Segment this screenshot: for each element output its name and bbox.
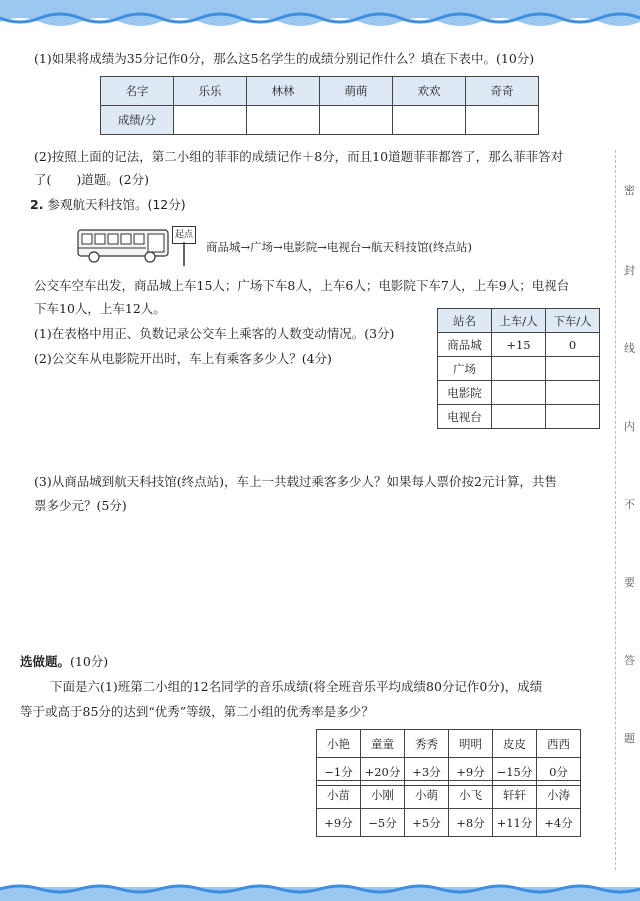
answer-cell[interactable] — [320, 106, 393, 135]
q1-part2-line1: (2)按照上面的记法，第二小组的菲菲的成绩记作＋8分，而且10道题菲菲都答了，那么菲菲答对 — [34, 149, 564, 164]
table-cell: 欢欢 — [393, 77, 466, 106]
table-cell: 小艳 — [317, 730, 361, 758]
q1-part2-line2: 了( )道题。(2分) — [34, 172, 149, 187]
table-cell: 小苗 — [317, 781, 361, 809]
answer-cell[interactable] — [247, 106, 320, 135]
q2-desc-line1: 公交车空车出发，商品城上车15人；广场下车8人，上车6人；电影院下车7人，上车9人；电视台 — [34, 278, 570, 293]
table-cell: 乐乐 — [174, 77, 247, 106]
q1-score-table — [100, 76, 539, 135]
bus-passenger-table — [437, 308, 600, 429]
table-cell: 轩轩 — [493, 781, 537, 809]
music-score-table-1 — [316, 729, 581, 786]
table-cell: +4分 — [537, 809, 581, 837]
table-cell: +9分 — [317, 809, 361, 837]
optional-line1: 下面是六(1)班第二小组的12名同学的音乐成绩(将全班音乐平均成绩80分记作0分)，成绩 — [50, 679, 543, 694]
top-wave-banner — [0, 0, 640, 40]
table-cell: 站名 — [438, 309, 492, 333]
table-row — [101, 77, 539, 106]
table-cell: +5分 — [405, 809, 449, 837]
music-score-table-2 — [316, 780, 581, 837]
answer-cell[interactable] — [546, 405, 600, 429]
answer-cell[interactable] — [546, 381, 600, 405]
table-row — [438, 405, 600, 429]
q2-sub3-line1: (3)从商品城到航天科技馆(终点站)，车上一共载过乘客多少人？如果每人票价按2元计算，共售 — [34, 474, 557, 489]
q2-sub3-line2: 票多少元？(5分) — [34, 498, 127, 513]
table-cell: 0分 — [537, 758, 581, 786]
q1-part1-text: (1)如果将成绩为35分记作0分，那么这5名学生的成绩分别记作什么？填在下表中。(10分) — [34, 51, 535, 66]
answer-cell[interactable] — [492, 381, 546, 405]
table-cell: 广场 — [438, 357, 492, 381]
margin-char: 内 — [624, 420, 635, 433]
table-row — [101, 106, 539, 135]
margin-char: 答 — [624, 654, 635, 667]
table-cell: 上车/人 — [492, 309, 546, 333]
answer-cell[interactable] — [546, 357, 600, 381]
bus-route: 商品城→广场→电影院→电视台→航天科技馆(终点站) — [206, 240, 473, 254]
table-cell: 童童 — [361, 730, 405, 758]
margin-char: 封 — [624, 264, 635, 277]
table-cell: 林林 — [247, 77, 320, 106]
table-row — [317, 730, 581, 758]
table-cell: 商品城 — [438, 333, 492, 357]
margin-char: 密 — [624, 184, 635, 197]
table-row — [317, 781, 581, 809]
table-cell: 小萌 — [405, 781, 449, 809]
optional-title — [20, 652, 108, 670]
bottom-wave-banner — [0, 883, 640, 901]
q2-desc-line2: 下车10人，上车12人。 — [34, 301, 166, 316]
bus-illustration — [76, 226, 172, 266]
table-cell: 萌萌 — [320, 77, 393, 106]
q2-sub2: (2)公交车从电影院开出时，车上有乘客多少人？(4分) — [34, 351, 332, 366]
table-cell: 皮皮 — [493, 730, 537, 758]
q2-number: 2. — [30, 197, 44, 212]
margin-char: 线 — [624, 342, 635, 355]
optional-line2: 等于或高于85分的达到“优秀”等级，第二小组的优秀率是多少？ — [20, 704, 374, 719]
q2-title-text: 参观航天科技馆。(12分) — [47, 197, 186, 212]
table-cell: −5分 — [361, 809, 405, 837]
table-row — [438, 309, 600, 333]
margin-char: 题 — [624, 732, 635, 745]
table-cell: +3分 — [405, 758, 449, 786]
sign-post — [182, 242, 186, 266]
table-cell: −1分 — [317, 758, 361, 786]
table-cell: +20分 — [361, 758, 405, 786]
answer-cell[interactable] — [492, 405, 546, 429]
table-row — [438, 357, 600, 381]
optional-score: (10分) — [70, 654, 109, 669]
table-cell: −15分 — [493, 758, 537, 786]
table-cell: +9分 — [449, 758, 493, 786]
q2-title — [30, 195, 186, 213]
table-cell: 奇奇 — [466, 77, 539, 106]
table-cell: 小飞 — [449, 781, 493, 809]
optional-title-text: 选做题。 — [20, 654, 71, 669]
table-cell: 小刚 — [361, 781, 405, 809]
table-cell: 下车/人 — [546, 309, 600, 333]
table-row — [438, 333, 600, 357]
table-cell: 电视台 — [438, 405, 492, 429]
table-cell: 西西 — [537, 730, 581, 758]
table-row — [317, 809, 581, 837]
table-cell: 明明 — [449, 730, 493, 758]
table-cell: +11分 — [493, 809, 537, 837]
answer-cell[interactable] — [492, 357, 546, 381]
table-cell: 成绩/分 — [101, 106, 174, 135]
table-cell: +8分 — [449, 809, 493, 837]
table-cell: 0 — [546, 333, 600, 357]
table-cell: 名字 — [101, 77, 174, 106]
q2-sub1: (1)在表格中用正、负数记录公交车上乘客的人数变动情况。(3分) — [34, 326, 395, 341]
table-cell: 电影院 — [438, 381, 492, 405]
answer-cell[interactable] — [393, 106, 466, 135]
start-sign: 起点 — [172, 226, 196, 244]
table-cell: 秀秀 — [405, 730, 449, 758]
table-row — [438, 381, 600, 405]
answer-cell[interactable] — [466, 106, 539, 135]
table-cell: 小涛 — [537, 781, 581, 809]
margin-char: 要 — [624, 576, 635, 589]
table-cell: +15 — [492, 333, 546, 357]
seal-line — [615, 150, 617, 870]
margin-char: 不 — [624, 498, 635, 511]
answer-cell[interactable] — [174, 106, 247, 135]
